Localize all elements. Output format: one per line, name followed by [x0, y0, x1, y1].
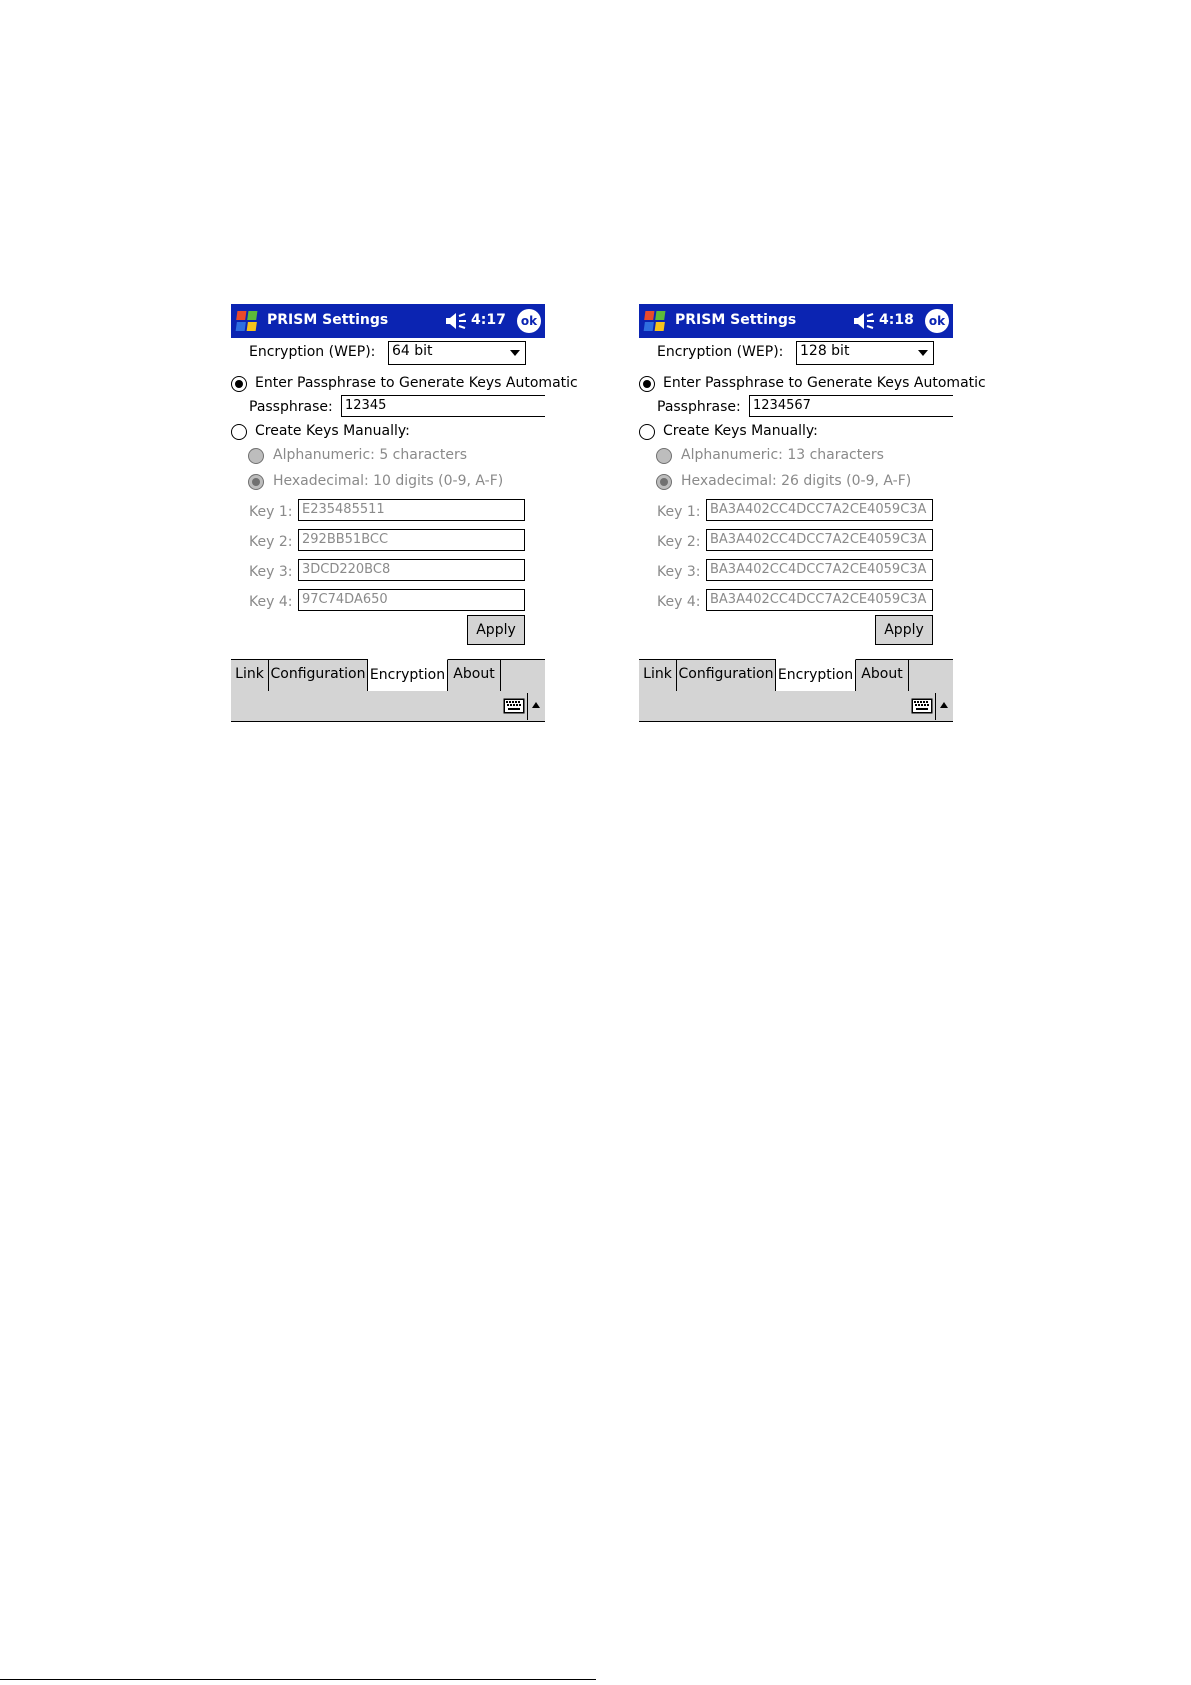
passphrase-option-label[interactable]: Enter Passphrase to Generate Keys Automatic [663, 375, 986, 391]
menu-separator [527, 693, 528, 720]
menu-bar [231, 691, 545, 722]
key-2-input[interactable]: 292BB51BCC [298, 529, 525, 551]
speaker-muted-icon[interactable] [445, 312, 467, 330]
title-bar [231, 304, 545, 338]
passphrase-input[interactable]: 12345 [341, 395, 545, 417]
passphrase-label: Passphrase: [249, 399, 333, 415]
manual-option-label[interactable]: Create Keys Manually: [663, 423, 818, 439]
key-2-input[interactable]: BA3A402CC4DCC7A2CE4059C3A [706, 529, 933, 551]
alphanumeric-radio[interactable] [248, 448, 264, 464]
encryption-panel [231, 338, 578, 620]
encryption-select-value: 64 bit [392, 343, 433, 359]
tab-about[interactable]: About [856, 659, 909, 691]
title-bar [639, 304, 953, 338]
key-1-label: Key 1: [249, 504, 293, 520]
clock[interactable]: 4:17 [471, 312, 506, 328]
ok-icon[interactable]: ok [925, 309, 949, 333]
apply-button[interactable]: Apply [875, 615, 933, 645]
passphrase-radio[interactable] [231, 376, 247, 392]
tab-link[interactable]: Link [639, 659, 677, 691]
key-1-input[interactable]: E235485511 [298, 499, 525, 521]
app-title: PRISM Settings [675, 312, 797, 328]
encryption-label: Encryption (WEP): [657, 344, 784, 360]
keyboard-icon[interactable] [503, 698, 525, 714]
clock[interactable]: 4:18 [879, 312, 914, 328]
key-4-input[interactable]: 97C74DA650 [298, 589, 525, 611]
key-1-input[interactable]: BA3A402CC4DCC7A2CE4059C3A [706, 499, 933, 521]
pocketpc-screen-left [231, 304, 578, 722]
tab-configuration[interactable]: Configuration [269, 659, 368, 691]
key-4-label: Key 4: [249, 594, 293, 610]
manual-keys-radio[interactable] [639, 424, 655, 440]
encryption-select-value: 128 bit [800, 343, 850, 359]
tab-bar [231, 659, 545, 691]
tab-about[interactable]: About [448, 659, 501, 691]
key-2-label: Key 2: [249, 534, 293, 550]
hexadecimal-radio[interactable] [248, 474, 264, 490]
passphrase-input[interactable]: 1234567 [749, 395, 953, 417]
tab-configuration[interactable]: Configuration [677, 659, 776, 691]
alphanumeric-option-label: Alphanumeric: 13 characters [681, 447, 884, 463]
menu-separator [935, 693, 936, 720]
passphrase-option-label[interactable]: Enter Passphrase to Generate Keys Automatic [255, 375, 578, 391]
key-3-label: Key 3: [249, 564, 293, 580]
passphrase-label: Passphrase: [657, 399, 741, 415]
key-3-input[interactable]: BA3A402CC4DCC7A2CE4059C3A [706, 559, 933, 581]
alphanumeric-radio[interactable] [656, 448, 672, 464]
key-3-label: Key 3: [657, 564, 701, 580]
up-arrow-icon[interactable] [532, 702, 540, 708]
speaker-muted-icon[interactable] [853, 312, 875, 330]
hexadecimal-option-label: Hexadecimal: 10 digits (0-9, A-F) [273, 473, 504, 489]
tab-link[interactable]: Link [231, 659, 269, 691]
app-title: PRISM Settings [267, 312, 389, 328]
apply-button[interactable]: Apply [467, 615, 525, 645]
alphanumeric-option-label: Alphanumeric: 5 characters [273, 447, 468, 463]
tab-bar [639, 659, 953, 691]
manual-option-label[interactable]: Create Keys Manually: [255, 423, 410, 439]
tab-encryption[interactable]: Encryption [776, 659, 856, 691]
keyboard-icon[interactable] [911, 698, 933, 714]
key-2-label: Key 2: [657, 534, 701, 550]
encryption-select[interactable] [388, 341, 526, 365]
passphrase-radio[interactable] [639, 376, 655, 392]
encryption-select[interactable] [796, 341, 934, 365]
encryption-panel [639, 338, 986, 620]
page-footer-rule [0, 1679, 596, 1680]
windows-start-icon[interactable] [234, 307, 262, 335]
key-3-input[interactable]: 3DCD220BC8 [298, 559, 525, 581]
key-4-label: Key 4: [657, 594, 701, 610]
ok-icon[interactable]: ok [517, 309, 541, 333]
key-4-input[interactable]: BA3A402CC4DCC7A2CE4059C3A [706, 589, 933, 611]
menu-bar [639, 691, 953, 722]
windows-start-icon[interactable] [642, 307, 670, 335]
key-1-label: Key 1: [657, 504, 701, 520]
tab-encryption[interactable]: Encryption [368, 659, 448, 691]
hexadecimal-radio[interactable] [656, 474, 672, 490]
encryption-label: Encryption (WEP): [249, 344, 376, 360]
chevron-down-icon[interactable] [510, 350, 520, 356]
up-arrow-icon[interactable] [940, 702, 948, 708]
manual-keys-radio[interactable] [231, 424, 247, 440]
hexadecimal-option-label: Hexadecimal: 26 digits (0-9, A-F) [681, 473, 912, 489]
chevron-down-icon[interactable] [918, 350, 928, 356]
pocketpc-screen-right [639, 304, 986, 722]
